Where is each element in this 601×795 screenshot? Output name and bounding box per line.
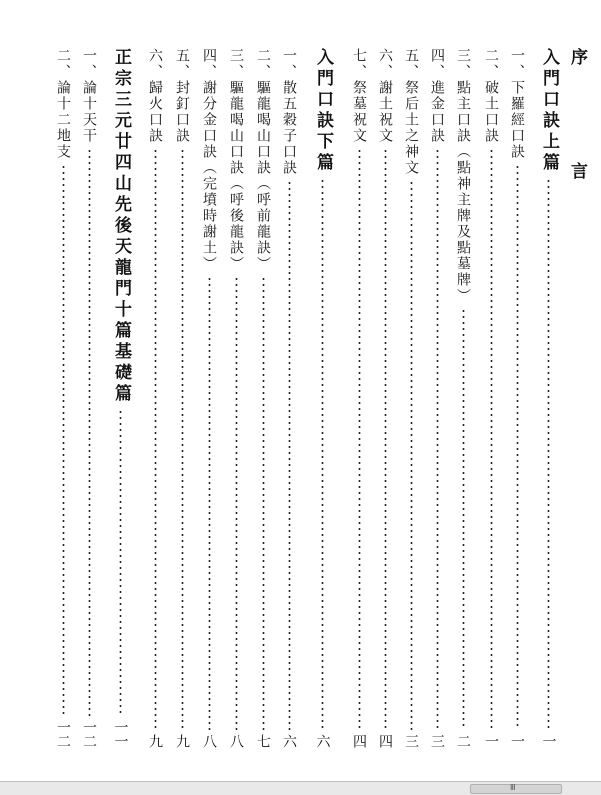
toc-page-number: 六 xyxy=(281,734,297,748)
leader-dots xyxy=(462,308,465,730)
toc-entry xyxy=(82,48,96,748)
toc-preface xyxy=(568,48,585,748)
leader-dots xyxy=(436,148,439,730)
toc-title: 三、點主口訣（點神主牌及點墓牌） xyxy=(455,48,471,304)
leader-dots xyxy=(358,148,361,730)
leader-dots xyxy=(490,148,493,730)
toc-title: 四、謝分金口訣（完墳時謝土） xyxy=(201,48,217,272)
toc-entry xyxy=(404,48,418,748)
toc-heading-part2 xyxy=(314,48,331,748)
scrollbar-thumb[interactable] xyxy=(470,784,562,794)
toc-page-number: 九 xyxy=(174,734,190,748)
horizontal-scrollbar[interactable] xyxy=(0,781,601,795)
toc-heading-part3 xyxy=(112,48,129,748)
toc-title: 一、下羅經口訣 xyxy=(509,48,525,160)
toc-title: 二、驅龍喝山口訣（呼前龍訣） xyxy=(255,48,271,272)
toc-entry xyxy=(484,48,498,748)
toc-title: 七、祭墓祝文 xyxy=(351,48,367,144)
toc-page-number: 二 xyxy=(455,734,471,748)
toc-entry xyxy=(148,48,162,748)
toc-page-number: 七 xyxy=(255,734,271,748)
toc-entry xyxy=(202,48,216,748)
toc-page-number: 三 xyxy=(429,734,445,748)
toc-page-number: 九 xyxy=(147,734,163,748)
toc-entry xyxy=(282,48,296,748)
toc-page-number: 一 xyxy=(540,734,557,748)
toc-page-number: 八 xyxy=(201,734,217,748)
toc-entry xyxy=(352,48,366,748)
leader-dots xyxy=(262,276,265,730)
toc-heading-part1 xyxy=(540,48,557,748)
toc-title: 二、論十二地支 xyxy=(55,48,71,160)
toc-title: 一、論十天干 xyxy=(81,48,97,144)
toc-entry xyxy=(56,48,70,748)
leader-dots xyxy=(154,148,157,730)
leader-dots xyxy=(547,178,550,730)
toc-page-number: 四 xyxy=(377,734,393,748)
toc-title: 五、封釘口訣 xyxy=(174,48,190,144)
leader-dots xyxy=(516,164,519,730)
toc-entry xyxy=(456,48,470,748)
toc-entry xyxy=(510,48,524,748)
toc-entry xyxy=(229,48,243,748)
toc-title: 六、謝土祝文 xyxy=(377,48,393,144)
toc-title: 一、散五穀子口訣 xyxy=(281,48,297,176)
toc-title: 入門口訣下篇 xyxy=(313,48,333,174)
toc-page-number: 六 xyxy=(314,734,331,748)
toc-page-number: 八 xyxy=(228,734,244,748)
scrollbar-grip-icon: Ⅲ xyxy=(510,783,516,792)
leader-dots xyxy=(321,178,324,730)
toc-page-number: 三 xyxy=(403,734,419,748)
toc-page-number: 一二 xyxy=(55,720,71,748)
toc-title: 正宗三元廿四山先後天龍門十篇基礎篇 xyxy=(111,48,131,405)
toc-entry xyxy=(430,48,444,748)
leader-dots xyxy=(288,180,291,730)
toc-entry xyxy=(256,48,270,748)
leader-dots xyxy=(235,276,238,730)
leader-dots xyxy=(62,164,65,716)
leader-dots xyxy=(181,148,184,730)
leader-dots xyxy=(410,180,413,730)
toc-page-number: 四 xyxy=(351,734,367,748)
leader-dots xyxy=(119,409,122,716)
leader-dots xyxy=(208,276,211,730)
toc-page-number: 一 xyxy=(509,734,525,748)
toc-title: 三、驅龍喝山口訣（呼後龍訣） xyxy=(228,48,244,272)
toc-title: 六、歸火口訣 xyxy=(147,48,163,144)
toc-title: 序 言 xyxy=(567,48,587,219)
toc-entry xyxy=(175,48,189,748)
toc-title: 五、祭后土之神文 xyxy=(403,48,419,176)
toc-entry xyxy=(378,48,392,748)
toc-title: 入門口訣上篇 xyxy=(539,48,559,174)
toc-page-number: 一 xyxy=(483,734,499,748)
toc-title: 二、破土口訣 xyxy=(483,48,499,144)
leader-dots xyxy=(384,148,387,730)
leader-dots xyxy=(88,148,91,716)
toc-page-number: 一一 xyxy=(112,720,129,748)
toc-title: 四、進金口訣 xyxy=(429,48,445,144)
toc-page-number: 一二 xyxy=(81,720,97,748)
